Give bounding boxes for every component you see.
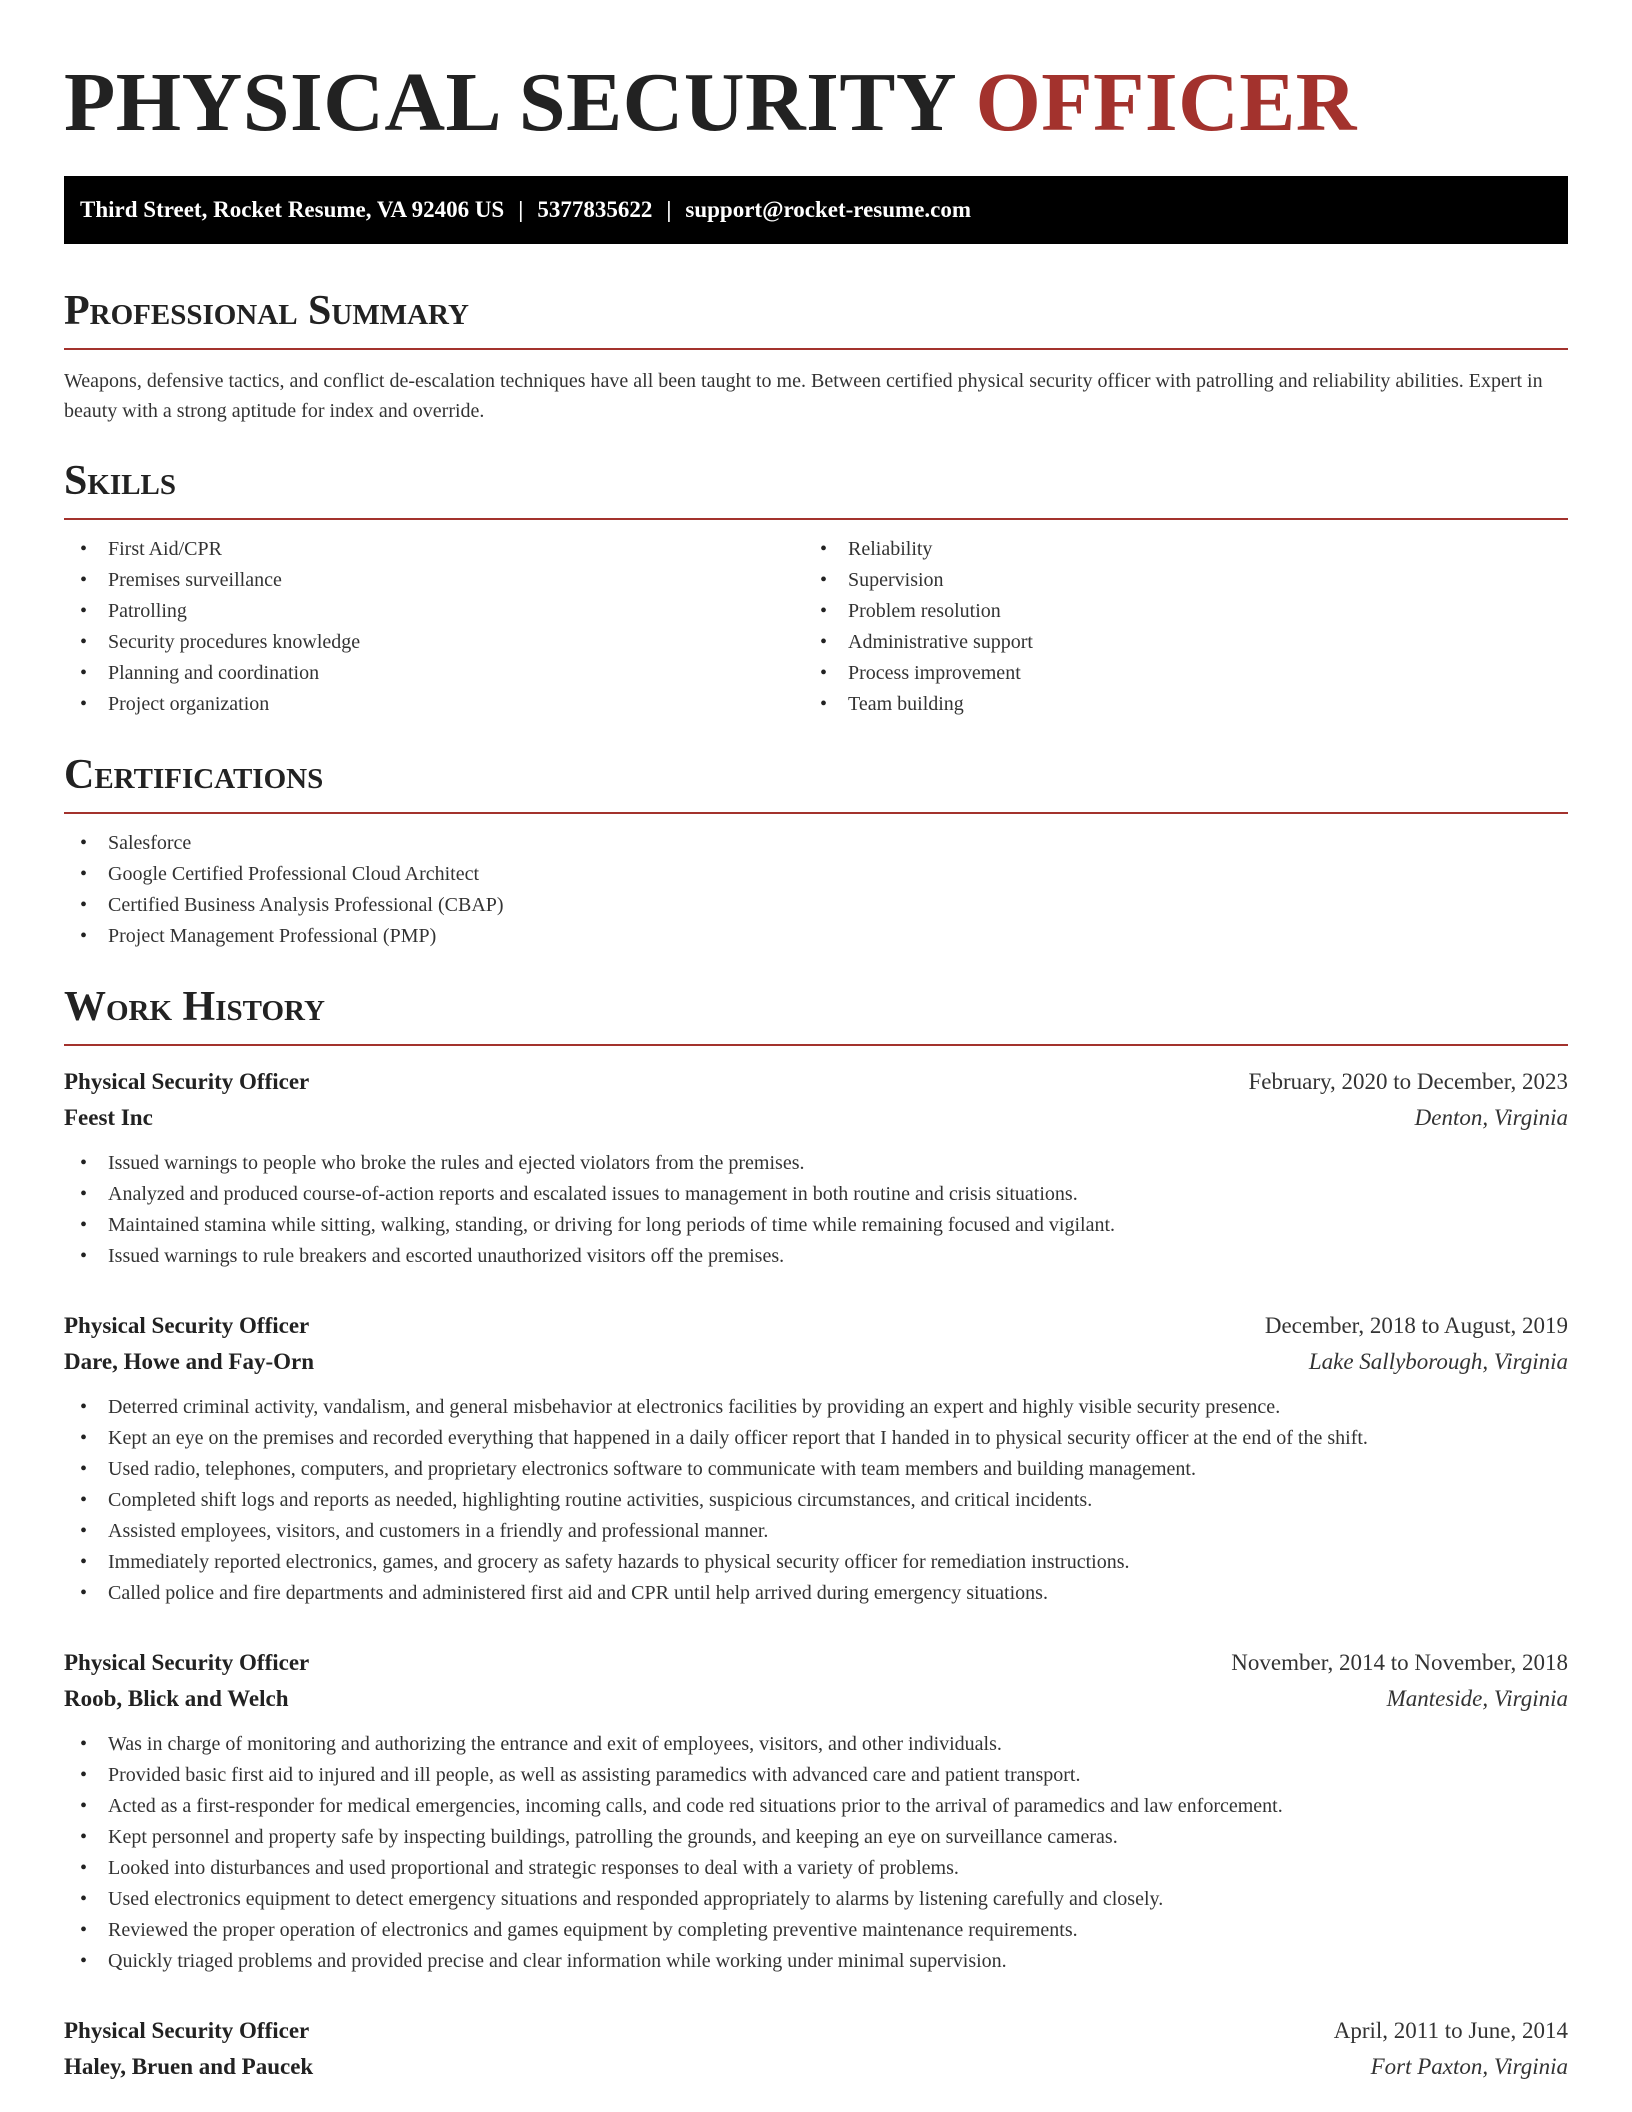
skill-item: • Planning and coordination bbox=[64, 658, 804, 689]
skill-item: • Patrolling bbox=[64, 596, 804, 627]
certifications-section bbox=[64, 748, 1568, 952]
summary-heading: Professional Summary bbox=[64, 284, 1568, 350]
job-dates: November, 2014 to November, 2018 bbox=[1231, 1650, 1568, 1675]
job-company: Feest Inc bbox=[64, 1105, 153, 1130]
job-header-row bbox=[64, 2013, 1568, 2049]
job-company: Haley, Bruen and Paucek bbox=[64, 2054, 314, 2079]
job-subheader-row bbox=[64, 1681, 1568, 1717]
skill-item: • Team building bbox=[804, 689, 1544, 720]
job-dates: April, 2011 to June, 2014 bbox=[1333, 2018, 1568, 2043]
contact-email[interactable]: support@rocket-resume.com bbox=[685, 197, 972, 222]
skill-item: • Problem resolution bbox=[804, 596, 1544, 627]
job-header-row bbox=[64, 1308, 1568, 1344]
job-duties-list bbox=[64, 1148, 1568, 1272]
work-history-heading: Work History bbox=[64, 980, 1568, 1046]
job-header-row bbox=[64, 1645, 1568, 1681]
summary-section bbox=[64, 284, 1568, 426]
job-duty: • Looked into disturbances and used proportional and strategic responses to deal with a variety of problems. bbox=[64, 1853, 1568, 1884]
job-duty: • Analyzed and produced course-of-action reports and escalated issues to management in both routine and crisis situations. bbox=[64, 1179, 1568, 1210]
job-duty: • Issued warnings to rule breakers and escorted unauthorized visitors off the premises. bbox=[64, 1241, 1568, 1272]
job-location: Lake Sallyborough, Virginia bbox=[1308, 1349, 1568, 1374]
job-duty: • Reviewed the proper operation of electronics and games equipment by completing preventive maintenance requirements. bbox=[64, 1915, 1568, 1946]
skills-list-left bbox=[64, 534, 804, 720]
job-duties-list bbox=[64, 1729, 1568, 1977]
skill-item: • Premises surveillance bbox=[64, 565, 804, 596]
summary-text: Weapons, defensive tactics, and conflict de-escalation techniques have all been taught to me. Between certified physical security officer with patrolling and reliability abilities. Expert in beauty with a strong aptitude for index and override. bbox=[64, 370, 1543, 422]
job-dates: December, 2018 to August, 2019 bbox=[1264, 1313, 1568, 1338]
job-entry bbox=[64, 1064, 1568, 1272]
contact-phone[interactable]: 5377835622 bbox=[537, 197, 653, 222]
skill-item: • Administrative support bbox=[804, 627, 1544, 658]
job-dates: February, 2020 to December, 2023 bbox=[1248, 1069, 1568, 1094]
job-duty: • Was in charge of monitoring and authorizing the entrance and exit of employees, visitors, and other individuals. bbox=[64, 1729, 1568, 1760]
job-entry bbox=[64, 2013, 1568, 2085]
job-location: Fort Paxton, Virginia bbox=[1370, 2054, 1568, 2079]
skill-item: • First Aid/CPR bbox=[64, 534, 804, 565]
job-duty: • Assisted employees, visitors, and customers in a friendly and professional manner. bbox=[64, 1516, 1568, 1547]
skill-item: • Security procedures knowledge bbox=[64, 627, 804, 658]
job-duty: • Used electronics equipment to detect emergency situations and responded appropriately to alarms by listening carefully and closely. bbox=[64, 1884, 1568, 1915]
job-duty: • Called police and fire departments and administered first aid and CPR until help arrived during emergency situations. bbox=[64, 1578, 1568, 1609]
job-duty: • Completed shift logs and reports as needed, highlighting routine activities, suspicious circumstances, and critical incidents. bbox=[64, 1485, 1568, 1516]
skills-heading: Skills bbox=[64, 454, 1568, 520]
certification-item: • Project Management Professional (PMP) bbox=[64, 921, 1568, 952]
job-company: Dare, Howe and Fay-Orn bbox=[64, 1349, 315, 1374]
certifications-list bbox=[64, 828, 1568, 952]
certification-item: • Salesforce bbox=[64, 828, 1568, 859]
job-title: Physical Security Officer bbox=[64, 1069, 310, 1094]
job-location: Manteside, Virginia bbox=[1386, 1686, 1568, 1711]
job-duty: • Deterred criminal activity, vandalism, and general misbehavior at electronics facilities by providing an expert and highly visible security presence. bbox=[64, 1392, 1568, 1423]
job-duty: • Acted as a first-responder for medical emergencies, incoming calls, and code red situations prior to the arrival of paramedics and law enforcement. bbox=[64, 1791, 1568, 1822]
job-entry bbox=[64, 1645, 1568, 1977]
job-duty: • Provided basic first aid to injured and ill people, as well as assisting paramedics with advanced care and patient transport. bbox=[64, 1760, 1568, 1791]
skill-item: • Supervision bbox=[804, 565, 1544, 596]
contact-bar bbox=[64, 176, 1568, 244]
contact-separator: | bbox=[666, 197, 672, 222]
skills-list-right bbox=[804, 534, 1544, 720]
job-header-row bbox=[64, 1064, 1568, 1100]
job-location: Denton, Virginia bbox=[1414, 1105, 1568, 1130]
skills-grid bbox=[64, 534, 1568, 720]
job-title: Physical Security Officer bbox=[64, 1650, 310, 1675]
job-duty: • Used radio, telephones, computers, and proprietary electronics software to communicate with team members and building management. bbox=[64, 1454, 1568, 1485]
contact-address: Third Street, Rocket Resume, VA 92406 US bbox=[80, 197, 505, 222]
job-entry bbox=[64, 1308, 1568, 1609]
resume-page bbox=[64, 0, 1568, 2112]
job-duty: • Quickly triaged problems and provided precise and clear information while working under minimal supervision. bbox=[64, 1946, 1568, 1977]
certification-item: • Certified Business Analysis Professional (CBAP) bbox=[64, 890, 1568, 921]
job-title: Physical Security Officer bbox=[64, 1313, 310, 1338]
work-history-section bbox=[64, 980, 1568, 2085]
job-subheader-row bbox=[64, 2049, 1568, 2085]
job-duty: • Issued warnings to people who broke the rules and ejected violators from the premises. bbox=[64, 1148, 1568, 1179]
skill-item: • Project organization bbox=[64, 689, 804, 720]
job-duty: • Maintained stamina while sitting, walking, standing, or driving for long periods of time while remaining focused and vigilant. bbox=[64, 1210, 1568, 1241]
job-duty: • Kept personnel and property safe by inspecting buildings, patrolling the grounds, and keeping an eye on surveillance cameras. bbox=[64, 1822, 1568, 1853]
job-duty: • Kept an eye on the premises and recorded everything that happened in a daily officer report that I handed in to physical security officer at the end of the shift. bbox=[64, 1423, 1568, 1454]
skill-item: • Reliability bbox=[804, 534, 1544, 565]
job-subheader-row bbox=[64, 1100, 1568, 1136]
certifications-heading: Certifications bbox=[64, 748, 1568, 814]
certification-item: • Google Certified Professional Cloud Architect bbox=[64, 859, 1568, 890]
resume-title bbox=[64, 58, 1568, 148]
title-accent: OFFICER bbox=[975, 56, 1357, 149]
contact-separator: | bbox=[518, 197, 524, 222]
job-duty: • Immediately reported electronics, games, and grocery as safety hazards to physical security officer for remediation instructions. bbox=[64, 1547, 1568, 1578]
job-subheader-row bbox=[64, 1344, 1568, 1380]
skill-item: • Process improvement bbox=[804, 658, 1544, 689]
skills-section bbox=[64, 454, 1568, 720]
title-main: PHYSICAL SECURITY bbox=[64, 56, 954, 149]
job-duties-list bbox=[64, 1392, 1568, 1609]
job-title: Physical Security Officer bbox=[64, 2018, 310, 2043]
job-company: Roob, Blick and Welch bbox=[64, 1686, 289, 1711]
